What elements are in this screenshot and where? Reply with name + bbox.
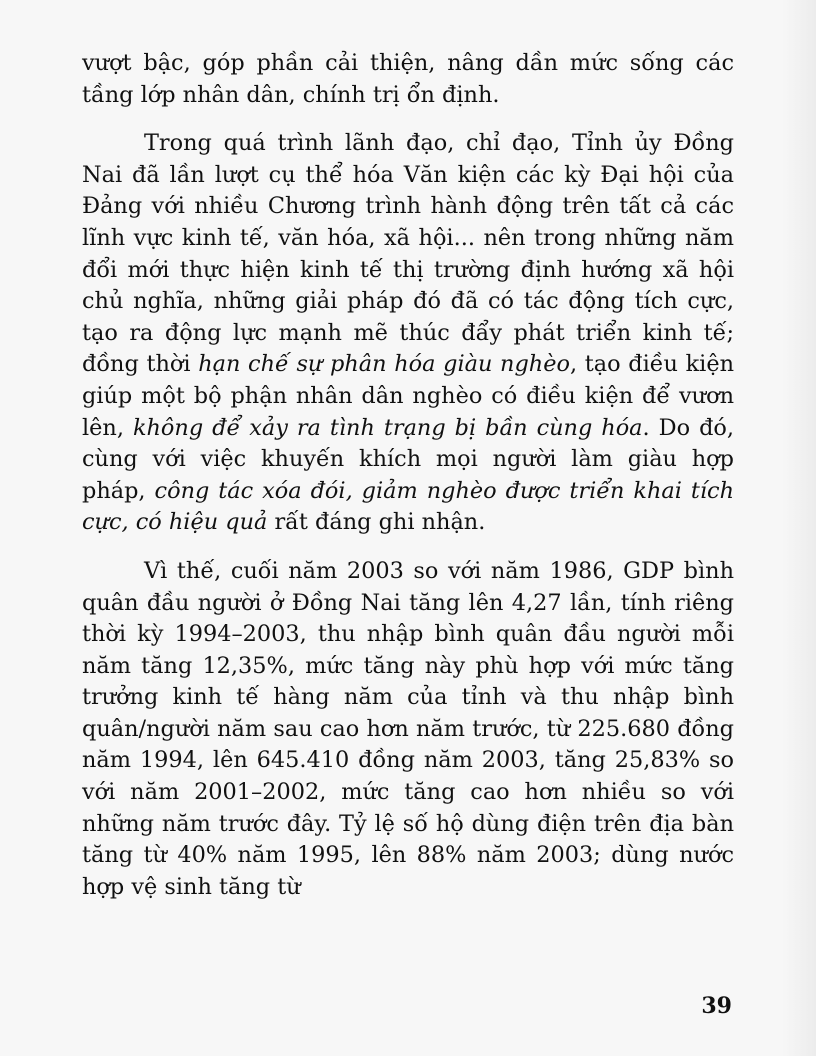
- paragraph-2: [82, 128, 734, 539]
- page-number: 39: [701, 993, 732, 1019]
- paragraph-1: [82, 48, 734, 111]
- text-segment: , tạo điều kiện giúp một bộ phận nhân dân nghèo có điều kiện để vươn lên,: [82, 351, 735, 441]
- italic-emphasis: công tác xóa đói, giảm nghèo được triển khai tích cực, có hiệu quả: [82, 477, 735, 536]
- text-segment: . Do đó, cùng với việc khuyến khích mọi người làm giàu hợp pháp,: [82, 414, 734, 504]
- text-segment: rất đáng ghi nhận.: [267, 509, 486, 536]
- page-edge-shadow: [782, 0, 816, 1056]
- text-segment: vượt bậc, góp phần cải thiện, nâng dần mức sống các tầng lớp nhân dân, chính trị ổn định.: [82, 50, 734, 108]
- text-segment: Trong quá trình lãnh đạo, chỉ đạo, Tỉnh ủy Đồng Nai đã lần lượt cụ thể hóa Văn kiện các kỳ Đại hội của Đảng với nhiều Chương trình hành động trên tất cả các lĩnh vực kinh tế, văn hóa, xã hội... nên trong những năm đổi mới thực hiện kinh tế thị trường định hướng xã hội chủ nghĩa, những giải pháp đó đã có tác động tích cực, tạo ra động lực mạnh mẽ thúc đẩy phát triển kinh tế; đồng thời: [82, 130, 734, 378]
- italic-emphasis: không để xảy ra tình trạng bị bần cùng hóa: [132, 414, 643, 441]
- text-segment: Vì thế, cuối năm 2003 so với năm 1986, GDP bình quân đầu người ở Đồng Nai tăng lên 4,27 lần, tính riêng thời kỳ 1994–2003, thu nhập bình quân đầu người mỗi năm tăng 12,35%, mức tăng này phù hợp với mức tăng trưởng kinh tế hàng năm của tỉnh và thu nhập bình quân/người năm sau cao hơn năm trước, từ 225.680 đồng năm 1994, lên 645.410 đồng năm 2003, tăng 25,83% so với năm 2001–2002, mức tăng cao hơn nhiều so với những năm trước đây. Tỷ lệ số hộ dùng điện trên địa bàn tăng từ 40% năm 1995, lên 88% năm 2003; dùng nước hợp vệ sinh tăng từ: [82, 557, 734, 900]
- body-text: [82, 48, 734, 903]
- paragraph-3: [82, 556, 734, 904]
- italic-emphasis: hạn chế sự phân hóa giàu nghèo: [198, 351, 570, 378]
